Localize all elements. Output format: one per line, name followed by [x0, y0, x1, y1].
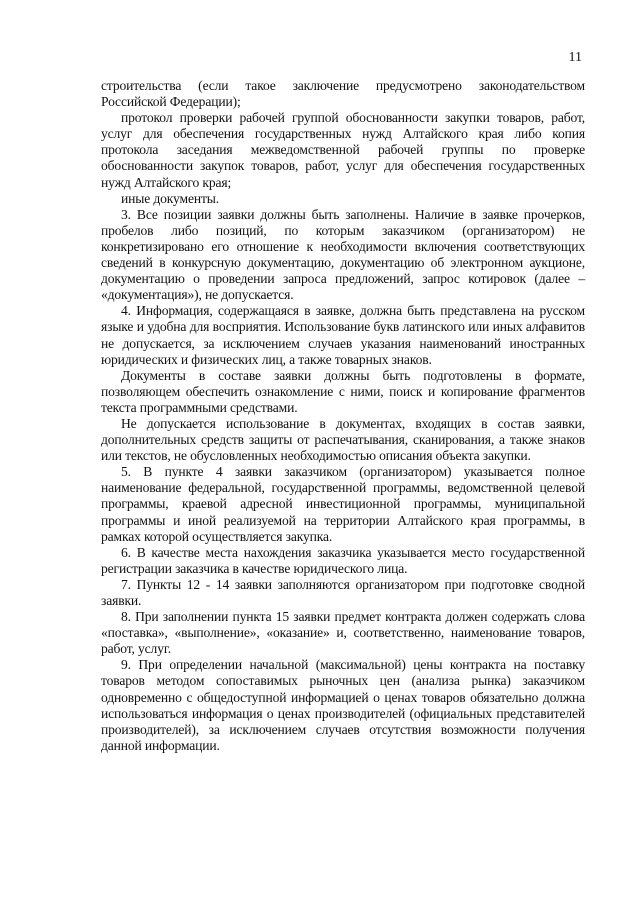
- paragraph-other-documents: иные документы.: [121, 190, 219, 206]
- paragraph-item-8: 8. При заполнении пункта 15 заявки предмет контракта должен содержать слова «поставка», «выполнение», «оказание» и, соответственно, наименование товаров, работ, услуг.: [101, 609, 585, 657]
- paragraph-item-9: 9. При определении начальной (максимальной) цены контракта на поставку товаров методом сопоставимых рыночных цен (анализа рынка) заказчиком одновременно с общедоступной информацией о ценах товаров обязательно должна использоваться информация о ценах производителей (официальных представителей производителей), за исключением случаев отсутствия возможности получения данной информации.: [101, 657, 585, 753]
- page-number: 11: [568, 50, 582, 65]
- document-body: [101, 78, 585, 754]
- paragraph-protection-prohibition: Не допускается использование в документах, входящих в состав заявки, дополнительных средств защиты от распечатывания, сканирования, а также знаков или текстов, не обусловленных необходимостью описания объекта закупки.: [101, 415, 585, 464]
- paragraph-item-6: 6. В качестве места нахождения заказчика указывается место государственной регистрации заказчика в качестве юридического лица.: [101, 544, 585, 576]
- paragraph-item-5: 5. В пункте 4 заявки заказчиком (организатором) указывается полное наименование федеральной, государственной программы, ведомственной целевой программы, краевой адресной инвестиционной программы, муниципальной программы и иной реализуемой на территории Алтайского края программы, в рамках которой осуществляется закупка.: [101, 464, 585, 544]
- paragraph-item-7: 7. Пункты 12 - 14 заявки заполняются организатором при подготовке сводной заявки.: [101, 576, 585, 608]
- paragraph-item-4: 4. Информация, содержащаяся в заявке, должна быть представлена на русском языке и удобна для восприятия. Использование букв латинского или иных алфавитов не допускается, за исключением случаев указания наименований иностранных юридических и физических лиц, а также товарных знаков.: [101, 303, 585, 367]
- paragraph-continuation: строительства (если такое заключение предусмотрено законодательством Российской Федерации);: [101, 78, 585, 110]
- paragraph-item-3: 3. Все позиции заявки должны быть заполнены. Наличие в заявке прочерков, пробелов либо позиций, по которым заказчиком (организатором) не конкретизировано его отношение к необходимости включения соответствующих сведений в конкурсную документацию, документацию об электронном аукционе, документацию о проведении запроса предложений, запрос котировок (далее – «документация»), не допускается.: [101, 206, 585, 303]
- paragraph-document-format: Документы в составе заявки должны быть подготовлены в формате, позволяющем обеспечить ознакомление с ними, поиск и копирование фрагментов текста программными средствами.: [101, 367, 585, 415]
- paragraph-protocol: протокол проверки рабочей группой обоснованности закупки товаров, работ, услуг для обеспечения государственных нужд Алтайского края либо копия протокола заседания межведомственной рабочей группы по проверке обоснованности закупок товаров, работ, услуг для обеспечения государственных нужд Алтайского края;: [101, 110, 585, 190]
